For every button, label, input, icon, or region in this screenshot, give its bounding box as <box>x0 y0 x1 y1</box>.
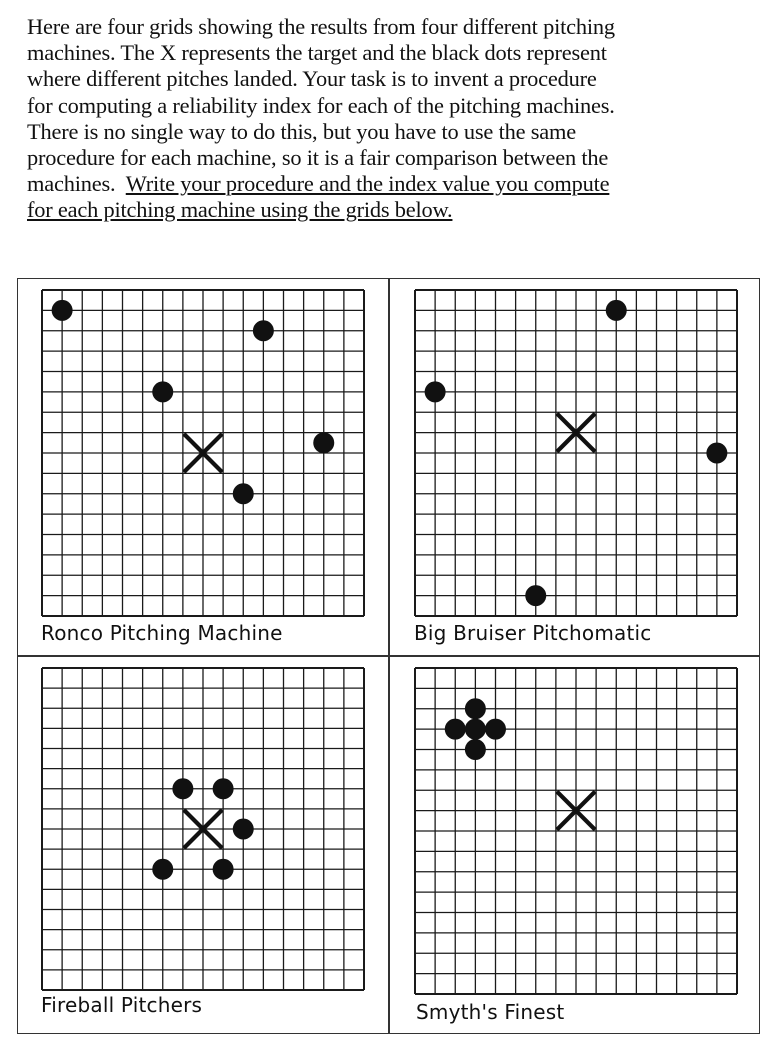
pitch-dot <box>253 320 274 341</box>
panel-divider-horizontal <box>17 655 760 657</box>
pitch-dot <box>233 819 254 840</box>
instructions-line <box>27 197 747 223</box>
machine-label: Fireball Pitchers <box>41 993 203 1017</box>
machine-label: Ronco Pitching Machine <box>41 621 283 645</box>
pitch-dot <box>313 432 334 453</box>
grid-lines <box>415 668 737 994</box>
instructions-line <box>27 171 747 197</box>
target-grid <box>414 289 740 619</box>
pitch-dot <box>606 300 627 321</box>
pitching-machine-panel-smyths <box>414 667 740 1023</box>
pitch-dot <box>152 859 173 880</box>
instructions-line: procedure for each machine, so it is a fair comparison between the <box>27 145 609 171</box>
machine-label: Smyth's Finest <box>416 1000 565 1024</box>
target-grid <box>41 667 367 993</box>
pitch-dot <box>706 443 727 464</box>
pitch-dot <box>152 381 173 402</box>
instructions-text <box>27 14 747 224</box>
instructions-underlined-text: Write your procedure and the index value you compute <box>125 171 610 197</box>
machine-label: Big Bruiser Pitchomatic <box>414 621 652 645</box>
pitching-machine-panel-fireball <box>41 667 367 1017</box>
instructions-line: There is no single way to do this, but you have to use the same <box>27 118 576 144</box>
instructions-line: for computing a reliability index for each of the pitching machines. <box>27 92 615 118</box>
instructions-underlined-text: for each pitching machine using the grids below. <box>27 197 453 223</box>
target-grid <box>41 289 367 619</box>
instructions-plain-text: machines. <box>27 171 126 197</box>
pitch-dot <box>465 719 486 740</box>
pitch-dot <box>52 300 73 321</box>
pitching-machine-panel-ronco <box>41 289 367 645</box>
pitch-dot <box>233 483 254 504</box>
grid-lines <box>415 290 737 616</box>
instructions-line: where different pitches landed. Your task is to invent a procedure <box>27 66 597 92</box>
pitch-dot <box>172 778 193 799</box>
pitch-dot <box>525 585 546 606</box>
instructions-line: Here are four grids showing the results from four different pitching <box>27 14 615 39</box>
pitch-dot <box>213 778 234 799</box>
pitch-dot <box>485 719 506 740</box>
pitch-dot <box>465 739 486 760</box>
instructions-line: machines. The X represents the target and the black dots represent <box>27 40 607 66</box>
pitch-dot <box>425 381 446 402</box>
pitch-dot <box>445 719 466 740</box>
pitch-dot <box>465 698 486 719</box>
target-grid <box>414 667 740 997</box>
pitching-machine-panel-big-bruiser <box>414 289 740 645</box>
pitch-dot <box>213 859 234 880</box>
